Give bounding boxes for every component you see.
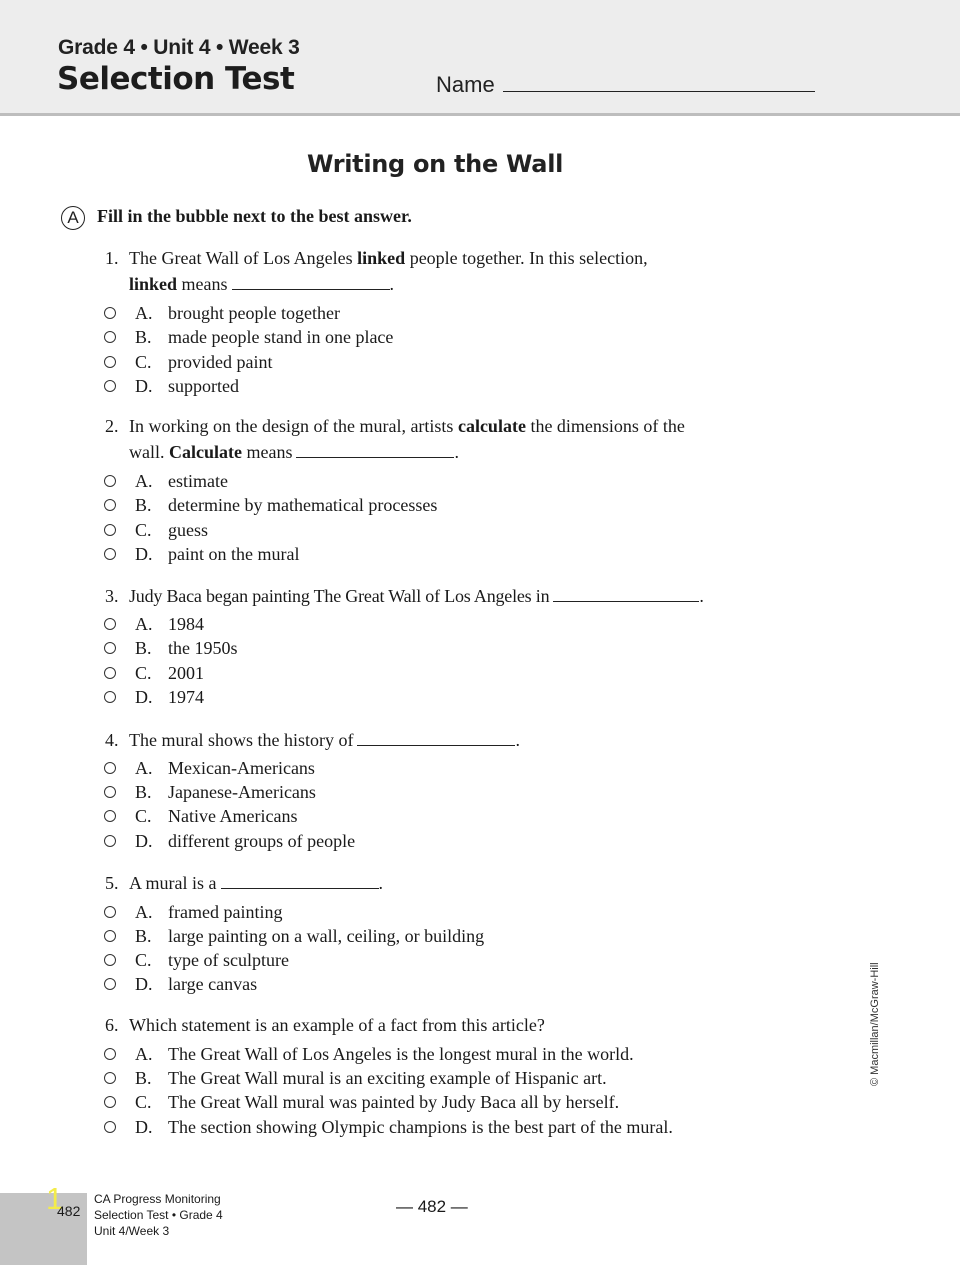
- option-text: Mexican-Americans: [168, 758, 315, 778]
- story-title: [0, 150, 870, 178]
- question-text: means: [177, 274, 228, 294]
- answer-bubble[interactable]: [104, 331, 116, 343]
- question-number: 5.: [105, 873, 119, 893]
- answer-bubble[interactable]: [104, 835, 116, 847]
- answer-bubble[interactable]: [104, 786, 116, 798]
- question-punct: .: [454, 442, 459, 462]
- answer-bubble[interactable]: [104, 1048, 116, 1060]
- name-field-line[interactable]: [503, 91, 815, 92]
- question-2: [105, 413, 769, 465]
- question-number: 4.: [105, 730, 119, 750]
- footer-credits: [94, 1191, 223, 1239]
- option-letter: D.: [135, 831, 153, 851]
- question-punct: .: [378, 873, 383, 893]
- option-letter: A.: [135, 303, 153, 323]
- option-letter: B.: [135, 327, 152, 347]
- option-text: Native Americans: [168, 806, 298, 826]
- answer-bubble[interactable]: [104, 548, 116, 560]
- option-text: 1974: [168, 687, 204, 707]
- question-punct: .: [389, 274, 395, 294]
- option-letter: A.: [135, 1044, 153, 1064]
- answer-blank: [232, 289, 390, 290]
- option-text: the 1950s: [168, 638, 238, 658]
- answer-bubble[interactable]: [104, 1096, 116, 1108]
- section-instruction: Fill in the bubble next to the best answer.: [97, 206, 412, 226]
- option-text: The Great Wall of Los Angeles is the longest mural in the world.: [168, 1044, 634, 1064]
- option-text: The section showing Olympic champions is the best part of the mural.: [168, 1117, 673, 1137]
- question-line: [129, 413, 769, 439]
- option-text: The Great Wall mural is an exciting example of Hispanic art.: [168, 1068, 607, 1088]
- option-letter: A.: [135, 902, 153, 922]
- footer-big-number: 1: [46, 1181, 64, 1216]
- answer-bubble[interactable]: [104, 762, 116, 774]
- answer-bubble[interactable]: [104, 475, 116, 487]
- option-text: estimate: [168, 471, 228, 491]
- question-text: In working on the design of the mural, artists: [129, 416, 458, 436]
- question-line: [129, 727, 769, 753]
- question-text: Judy Baca began painting The Great Wall of Los Angeles in: [129, 586, 550, 606]
- answer-bubble[interactable]: [104, 954, 116, 966]
- question-line: [129, 583, 769, 609]
- option-text: 2001: [168, 663, 204, 683]
- name-label: Name: [436, 72, 495, 97]
- answer-bubble[interactable]: [104, 691, 116, 703]
- option-text: supported: [168, 376, 239, 396]
- option-letter: D.: [135, 1117, 153, 1137]
- question-punct: .: [515, 730, 520, 750]
- option-letter: D.: [135, 544, 153, 564]
- answer-bubble[interactable]: [104, 1072, 116, 1084]
- option-text: different groups of people: [168, 831, 356, 851]
- option-text: The Great Wall mural was painted by Judy Baca all by herself.: [168, 1092, 620, 1112]
- answer-bubble[interactable]: [104, 1121, 116, 1133]
- option-letter: B.: [135, 926, 152, 946]
- question-line: [129, 439, 769, 465]
- option-text: brought people together: [168, 303, 340, 323]
- option-letter: C.: [135, 950, 152, 970]
- question-6: [105, 1012, 769, 1038]
- question-number: 1.: [105, 248, 119, 268]
- answer-bubble[interactable]: [104, 930, 116, 942]
- option-text: large painting on a wall, ceiling, or building: [168, 926, 485, 946]
- footer-line-1: CA Progress Monitoring: [94, 1192, 221, 1206]
- question-text: The Great Wall of Los Angeles: [129, 248, 358, 268]
- answer-blank: [553, 601, 699, 602]
- answer-bubble[interactable]: [104, 906, 116, 918]
- option-text: 1984: [168, 614, 204, 634]
- footer-line-3: Unit 4/Week 3: [94, 1224, 170, 1238]
- question-number: 6.: [105, 1015, 119, 1035]
- question-text: means: [241, 442, 293, 462]
- option-text: guess: [168, 520, 208, 540]
- question-number: 3.: [105, 586, 119, 606]
- copyright-notice: © Macmillan/McGraw-Hill: [869, 962, 881, 1086]
- option-letter: A.: [135, 614, 153, 634]
- answer-bubble[interactable]: [104, 978, 116, 990]
- question-line: Which statement is an example of a fact from this article?: [129, 1015, 545, 1035]
- option-text: type of sculpture: [168, 950, 289, 970]
- answer-blank: [296, 457, 454, 458]
- option-text: Japanese-Americans: [168, 782, 316, 802]
- option-letter: C.: [135, 352, 152, 372]
- question-text: the dimensions of the: [525, 416, 685, 436]
- answer-bubble[interactable]: [104, 356, 116, 368]
- answer-bubble[interactable]: [104, 524, 116, 536]
- answer-blank: [221, 888, 379, 889]
- option-letter: D.: [135, 687, 153, 707]
- question-text: A mural is a: [129, 873, 217, 893]
- option-letter: D.: [135, 974, 153, 994]
- question-1: [105, 245, 769, 297]
- vocab-word: Calculate: [169, 442, 242, 462]
- test-title: Selection Test: [57, 61, 295, 97]
- option-letter: A.: [135, 471, 153, 491]
- answer-bubble[interactable]: [104, 642, 116, 654]
- answer-bubble[interactable]: [104, 667, 116, 679]
- option-text: provided paint: [168, 352, 273, 372]
- option-text: large canvas: [168, 974, 258, 994]
- answer-bubble[interactable]: [104, 810, 116, 822]
- option-letter: D.: [135, 376, 153, 396]
- grade-unit-week: Grade 4 • Unit 4 • Week 3: [58, 36, 300, 59]
- answer-bubble[interactable]: [104, 380, 116, 392]
- option-letter: C.: [135, 806, 152, 826]
- option-text: made people stand in one place: [168, 327, 394, 347]
- answer-bubble[interactable]: [104, 307, 116, 319]
- option-letter: C.: [135, 1092, 152, 1112]
- option-letter: C.: [135, 520, 152, 540]
- footer-small-number: 482: [57, 1203, 81, 1219]
- answer-blank: [357, 745, 515, 746]
- question-punct: .: [699, 586, 704, 606]
- question-line: [129, 271, 769, 297]
- vocab-word: linked: [129, 274, 178, 294]
- footer-line-2: Selection Test • Grade 4: [94, 1208, 223, 1222]
- section-badge: A: [61, 206, 85, 230]
- question-number: 2.: [105, 416, 119, 436]
- option-text: determine by mathematical processes: [168, 495, 438, 515]
- vocab-word: calculate: [457, 416, 526, 436]
- option-letter: A.: [135, 758, 153, 778]
- answer-bubble[interactable]: [104, 499, 116, 511]
- option-letter: B.: [135, 1068, 152, 1088]
- question-text: The mural shows the history of: [129, 730, 354, 750]
- option-letter: B.: [135, 782, 152, 802]
- page-number: — 482 —: [396, 1197, 468, 1216]
- story-title-text: Writing on the Wall: [306, 150, 564, 178]
- option-text: paint on the mural: [168, 544, 300, 564]
- option-letter: B.: [135, 638, 152, 658]
- question-text: wall.: [129, 442, 169, 462]
- question-4: [105, 727, 769, 753]
- option-letter: B.: [135, 495, 152, 515]
- question-line: [129, 870, 769, 896]
- question-3: [105, 583, 769, 609]
- option-letter: C.: [135, 663, 152, 683]
- answer-bubble[interactable]: [104, 618, 116, 630]
- vocab-word: linked: [357, 248, 406, 268]
- option-text: framed painting: [168, 902, 283, 922]
- question-line: [129, 245, 769, 271]
- question-5: [105, 870, 769, 896]
- question-text: people together. In this selection,: [405, 248, 648, 268]
